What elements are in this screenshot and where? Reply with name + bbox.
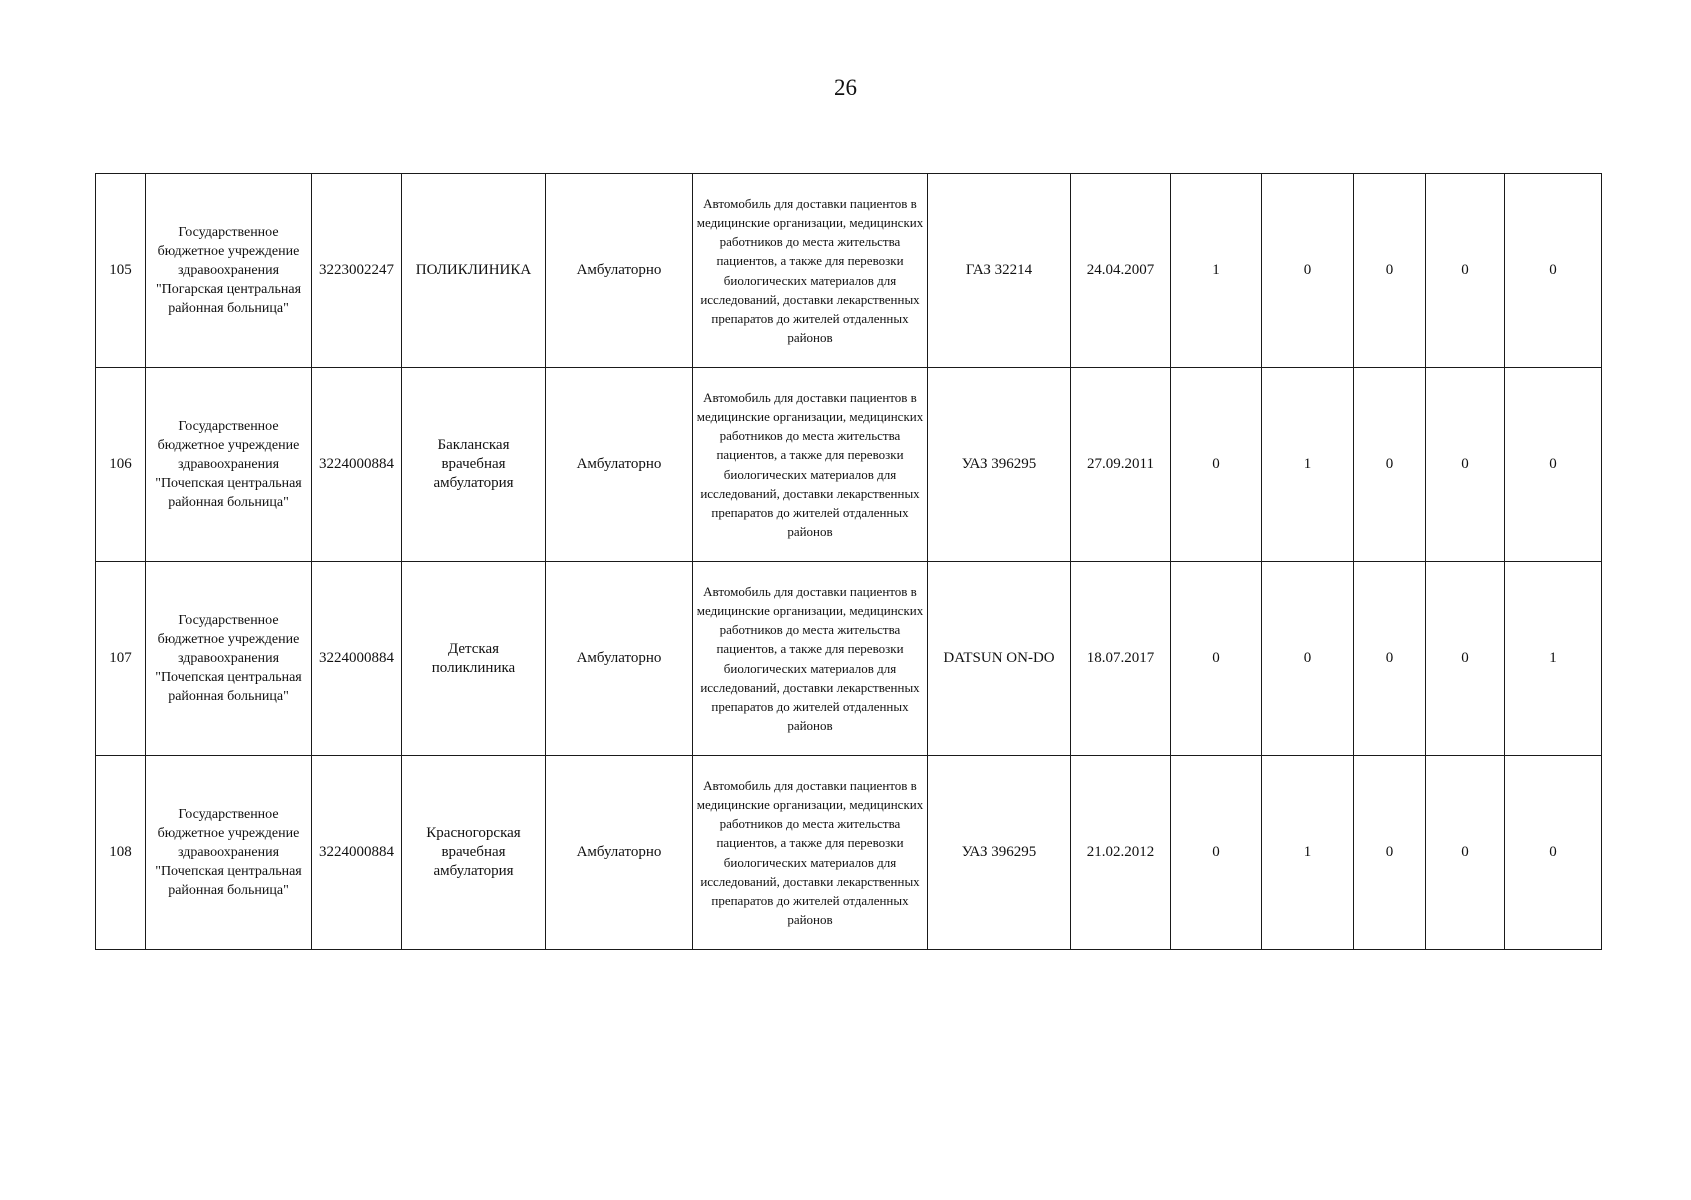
inn-cell: 3224000884 [312, 562, 402, 756]
count-cell-2: 1 [1262, 756, 1354, 950]
row-number-cell: 108 [96, 756, 146, 950]
date-cell: 18.07.2017 [1071, 562, 1171, 756]
purpose-cell: Автомобиль для доставки пациентов в медицинские организации, медицинских работников до места жительства пациентов, а также для перевозки биологических материалов для исследований, доставки лекарственных препаратов до жителей отдаленных районов [693, 174, 928, 368]
count-cell-4: 0 [1426, 756, 1505, 950]
vehicle-cell: DATSUN ON-DO [928, 562, 1071, 756]
vehicle-cell: УАЗ 396295 [928, 756, 1071, 950]
row-number-cell: 106 [96, 368, 146, 562]
inn-cell: 3223002247 [312, 174, 402, 368]
count-cell-5: 0 [1505, 174, 1602, 368]
row-number-cell: 107 [96, 562, 146, 756]
page-number: 26 [834, 75, 857, 100]
count-cell-2: 0 [1262, 562, 1354, 756]
organization-cell: Государственное бюджетное учреждение здравоохранения "Погарская центральная районная больница" [146, 174, 312, 368]
row-number-cell: 105 [96, 174, 146, 368]
count-cell-1: 0 [1171, 368, 1262, 562]
care-type-cell: Амбулаторно [546, 174, 693, 368]
count-cell-4: 0 [1426, 562, 1505, 756]
care-type-cell: Амбулаторно [546, 368, 693, 562]
organization-cell: Государственное бюджетное учреждение здравоохранения "Почепская центральная районная больница" [146, 756, 312, 950]
count-cell-3: 0 [1354, 368, 1426, 562]
inn-cell: 3224000884 [312, 756, 402, 950]
count-cell-3: 0 [1354, 174, 1426, 368]
count-cell-2: 1 [1262, 368, 1354, 562]
organization-cell: Государственное бюджетное учреждение здравоохранения "Почепская центральная районная больница" [146, 368, 312, 562]
department-cell: ПОЛИКЛИНИКА [402, 174, 546, 368]
count-cell-1: 1 [1171, 174, 1262, 368]
count-cell-3: 0 [1354, 562, 1426, 756]
count-cell-5: 0 [1505, 756, 1602, 950]
purpose-cell: Автомобиль для доставки пациентов в медицинские организации, медицинских работников до места жительства пациентов, а также для перевозки биологических материалов для исследований, доставки лекарственных препаратов до жителей отдаленных районов [693, 562, 928, 756]
count-cell-3: 0 [1354, 756, 1426, 950]
department-cell: Красногорская врачебная амбулатория [402, 756, 546, 950]
count-cell-2: 0 [1262, 174, 1354, 368]
date-cell: 21.02.2012 [1071, 756, 1171, 950]
vehicle-table [95, 173, 1602, 950]
vehicle-cell: УАЗ 396295 [928, 368, 1071, 562]
table-row [96, 756, 1602, 950]
count-cell-1: 0 [1171, 756, 1262, 950]
count-cell-1: 0 [1171, 562, 1262, 756]
department-cell: Детская поликлиника [402, 562, 546, 756]
date-cell: 24.04.2007 [1071, 174, 1171, 368]
count-cell-4: 0 [1426, 174, 1505, 368]
purpose-cell: Автомобиль для доставки пациентов в медицинские организации, медицинских работников до места жительства пациентов, а также для перевозки биологических материалов для исследований, доставки лекарственных препаратов до жителей отдаленных районов [693, 756, 928, 950]
organization-cell: Государственное бюджетное учреждение здравоохранения "Почепская центральная районная больница" [146, 562, 312, 756]
vehicle-cell: ГАЗ 32214 [928, 174, 1071, 368]
vehicle-table-container [95, 173, 1601, 950]
care-type-cell: Амбулаторно [546, 756, 693, 950]
care-type-cell: Амбулаторно [546, 562, 693, 756]
count-cell-5: 0 [1505, 368, 1602, 562]
date-cell: 27.09.2011 [1071, 368, 1171, 562]
count-cell-4: 0 [1426, 368, 1505, 562]
table-row [96, 368, 1602, 562]
table-row [96, 174, 1602, 368]
count-cell-5: 1 [1505, 562, 1602, 756]
department-cell: Бакланская врачебная амбулатория [402, 368, 546, 562]
table-row [96, 562, 1602, 756]
purpose-cell: Автомобиль для доставки пациентов в медицинские организации, медицинских работников до места жительства пациентов, а также для перевозки биологических материалов для исследований, доставки лекарственных препаратов до жителей отдаленных районов [693, 368, 928, 562]
inn-cell: 3224000884 [312, 368, 402, 562]
